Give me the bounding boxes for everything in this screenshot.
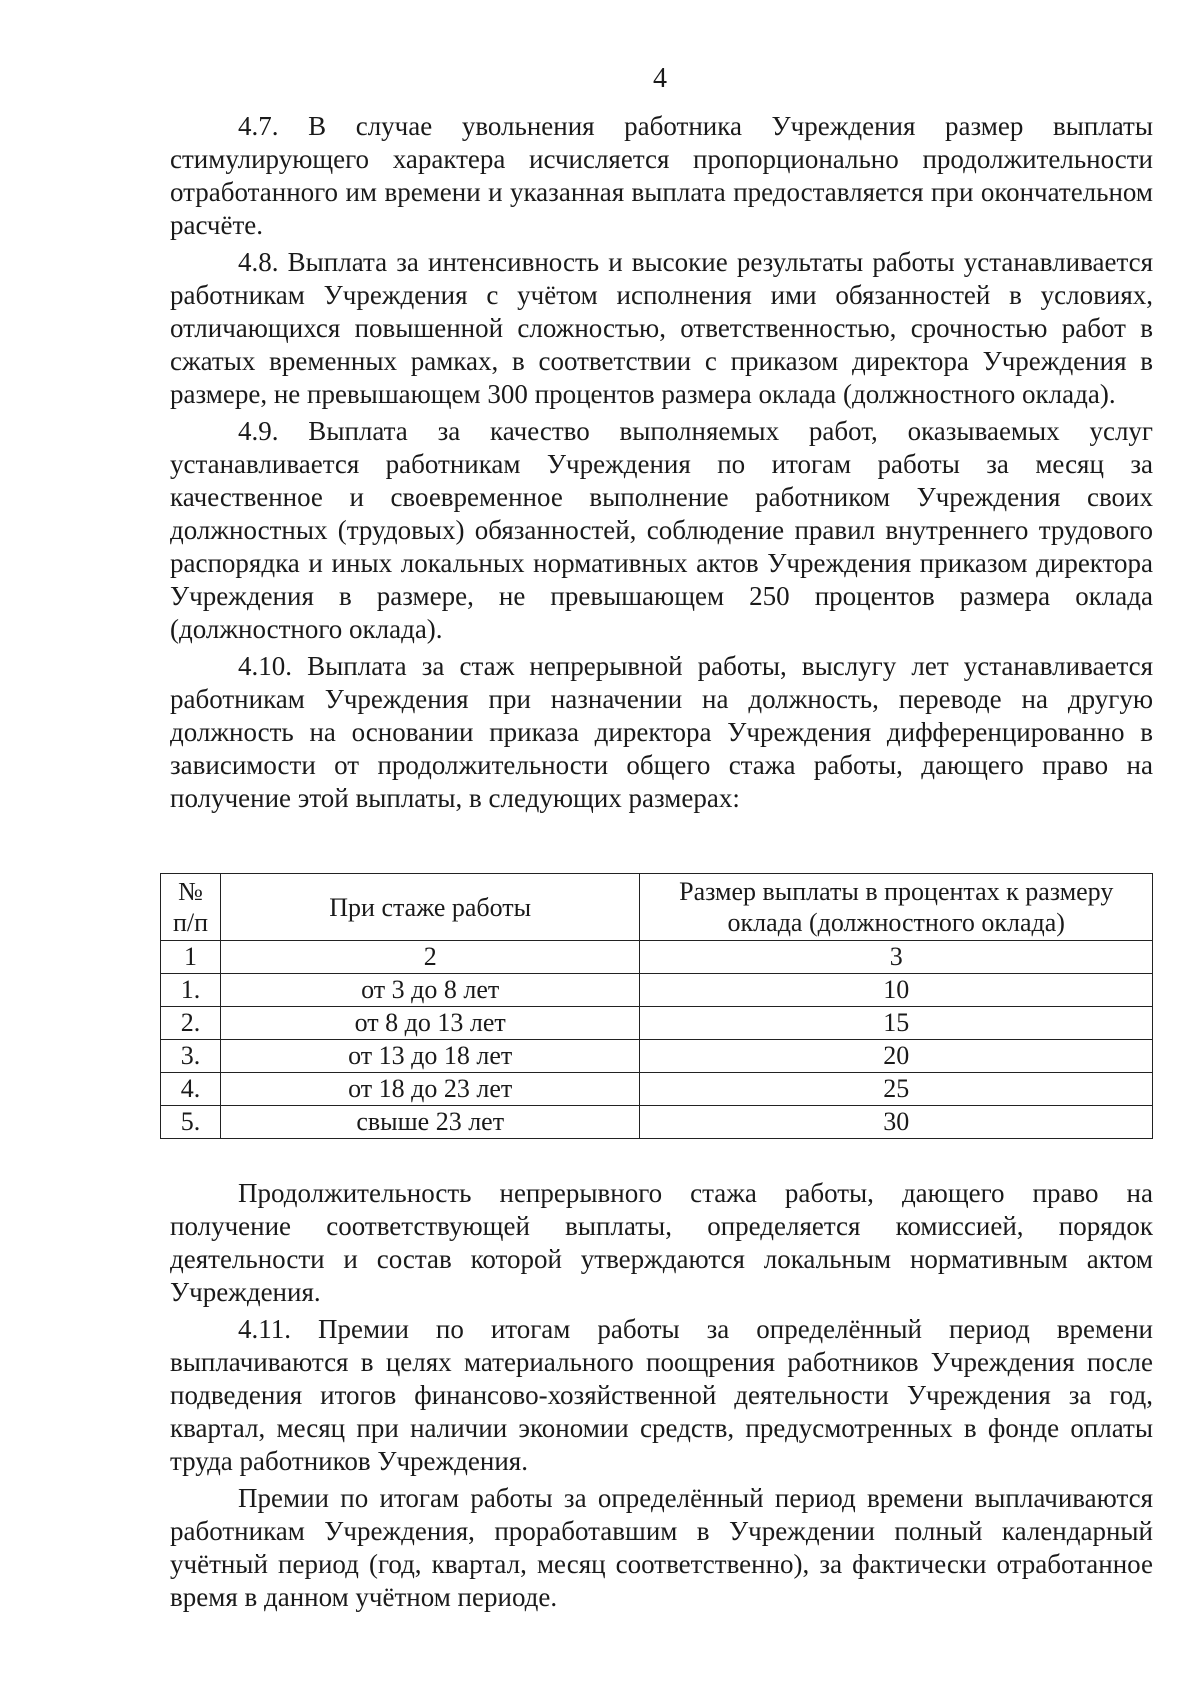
page-number: 4 <box>653 63 667 94</box>
seniority-cell: от 13 до 18 лет <box>220 1040 640 1073</box>
paragraph-4-8: 4.8. Выплата за интенсивность и высокие результаты работы устанавливается работникам Учреждения с учётом исполнения ими обязанностей в условиях, отличающихся повышенной сложностью, ответственностью, срочностью работ в сжатых временных рамках, в соответствии с приказом директора Учреждения в размере, не превышающем 300 процентов размера оклада (должностного оклада). <box>170 247 1153 409</box>
table-row <box>161 1007 1153 1040</box>
seniority-table-container <box>160 873 1153 1139</box>
column-number-cell: 3 <box>640 941 1153 974</box>
percent-cell: 10 <box>640 974 1153 1007</box>
seniority-cell: от 3 до 8 лет <box>220 974 640 1007</box>
percent-cell: 20 <box>640 1040 1153 1073</box>
table-header-row <box>161 874 1153 941</box>
document-body <box>170 110 1153 1614</box>
seniority-cell: свыше 23 лет <box>220 1106 640 1139</box>
seniority-cell: от 18 до 23 лет <box>220 1073 640 1106</box>
row-number-cell: 2. <box>161 1007 221 1040</box>
header-payment-percent: Размер выплаты в процентах к размеру оклада (должностного оклада) <box>640 874 1153 941</box>
column-number-cell: 2 <box>220 941 640 974</box>
header-seniority: При стаже работы <box>220 874 640 941</box>
row-number-cell: 5. <box>161 1106 221 1139</box>
paragraph-4-10: 4.10. Выплата за стаж непрерывной работы, выслугу лет устанавливается работникам Учреждения при назначении на должность, переводе на другую должность на основании приказа директора Учреждения дифференцированно в зависимости от продолжительности общего стажа работы, дающего право на получение этой выплаты, в следующих размерах: <box>170 651 1153 813</box>
seniority-payment-table <box>160 873 1153 1139</box>
paragraph-4-9: 4.9. Выплата за качество выполняемых работ, оказываемых услуг устанавливается работникам Учреждения по итогам работы за месяц за качественное и своевременное выполнение работником Учреждения своих должностных (трудовых) обязанностей, соблюдение правил внутреннего трудового распорядка и иных локальных нормативных актов Учреждения приказом директора Учреждения в размере, не превышающем 250 процентов размера оклада (должностного оклада). <box>170 416 1153 644</box>
percent-cell: 30 <box>640 1106 1153 1139</box>
row-number-cell: 1. <box>161 974 221 1007</box>
table-column-numbers-row <box>161 941 1153 974</box>
paragraph-4-7: 4.7. В случае увольнения работника Учреждения размер выплаты стимулирующего характера исчисляется пропорционально продолжительности отработанного им времени и указанная выплата предоставляется при окончательном расчёте. <box>170 111 1153 240</box>
row-number-cell: 3. <box>161 1040 221 1073</box>
table-row <box>161 974 1153 1007</box>
paragraph-seniority-commission: Продолжительность непрерывного стажа работы, дающего право на получение соответствующей выплаты, определяется комиссией, порядок деятельности и состав которой утверждаются локальным нормативным актом Учреждения. <box>170 1178 1153 1307</box>
percent-cell: 15 <box>640 1007 1153 1040</box>
table-row <box>161 1073 1153 1106</box>
header-number: № п/п <box>161 874 221 941</box>
seniority-cell: от 8 до 13 лет <box>220 1007 640 1040</box>
column-number-cell: 1 <box>161 941 221 974</box>
row-number-cell: 4. <box>161 1073 221 1106</box>
percent-cell: 25 <box>640 1073 1153 1106</box>
paragraph-bonus-eligibility: Премии по итогам работы за определённый период времени выплачиваются работникам Учреждения, проработавшим в Учреждении полный календарный учётный период (год, квартал, месяц соответственно), за фактически отработанное время в данном учётном периоде. <box>170 1483 1153 1612</box>
table-row <box>161 1040 1153 1073</box>
table-row <box>161 1106 1153 1139</box>
paragraph-4-11: 4.11. Премии по итогам работы за определённый период времени выплачиваются в целях материального поощрения работников Учреждения после подведения итогов финансово-хозяйственной деятельности Учреждения за год, квартал, месяц при наличии экономии средств, предусмотренных в фонде оплаты труда работников Учреждения. <box>170 1314 1153 1476</box>
